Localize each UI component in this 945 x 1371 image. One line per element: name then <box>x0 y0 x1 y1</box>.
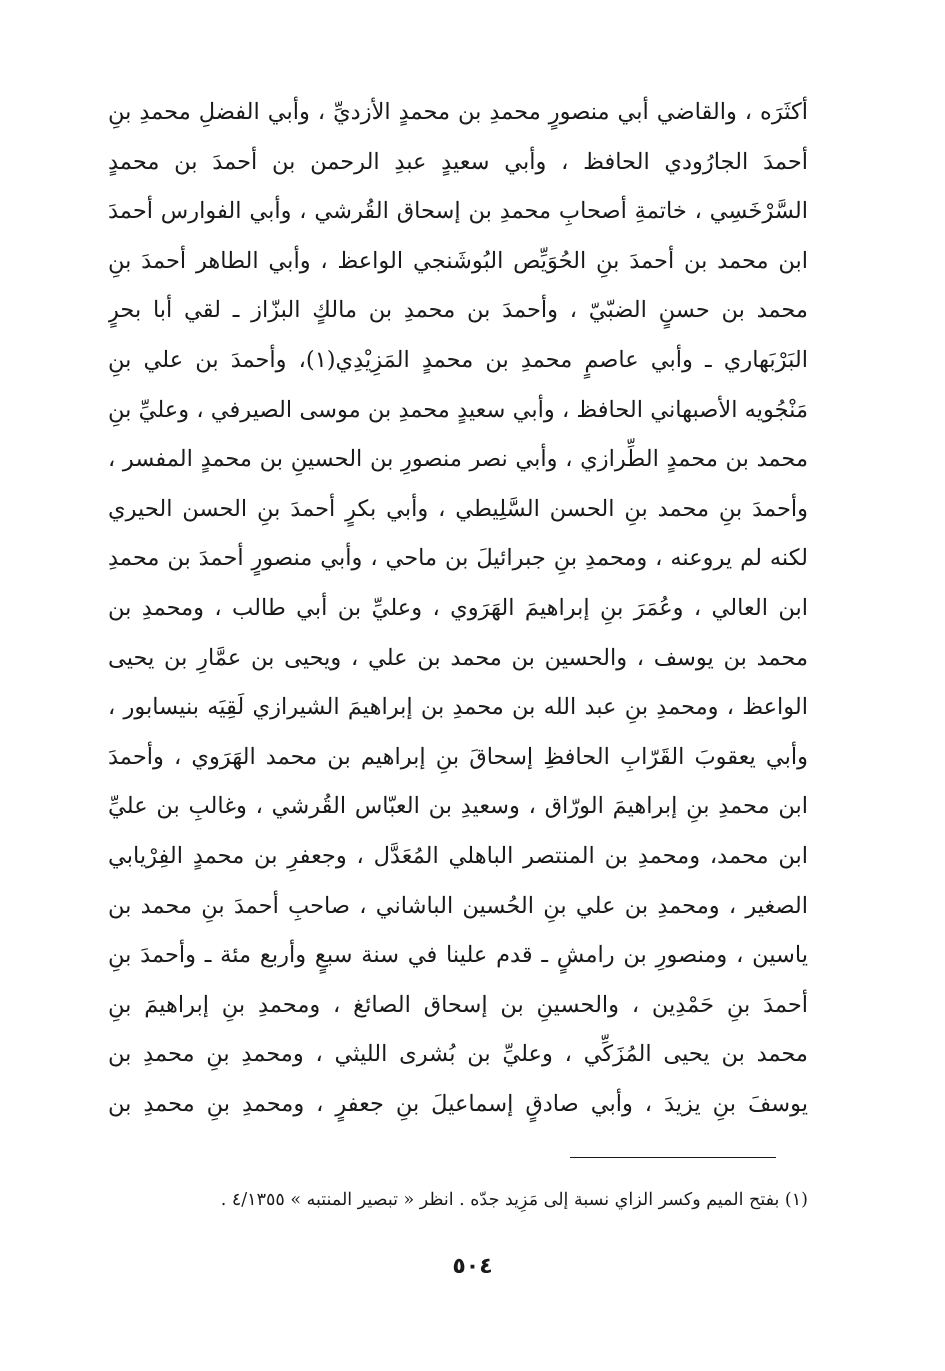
text-line: محمد بن يحيى المُزَكِّي ، وعليِّ بن بُشرى الليثي ، ومحمدِ بنِ محمدِ بن <box>108 1041 808 1068</box>
text-line: يوسفَ بنِ يزيدَ ، وأبي صادقٍ إسماعيلَ بنِ جعفرٍ ، ومحمدِ بنِ محمدِ بن <box>108 1090 808 1117</box>
text-line: محمد بن محمدٍ الطِّرازي ، وأبي نصر منصورِ بن الحسينِ بن محمدٍ المفسر ، <box>108 446 808 473</box>
text-line: أحمدَ الجارُودي الحافظ ، وأبي سعيدٍ عبدِ الرحمن بن أحمدَ بن محمدٍ <box>108 148 808 175</box>
text-line: ابن محمدِ بنِ إبراهيمَ الورّاق ، وسعيدِ بن العبّاس القُرشي ، وغالبِ بن عليِّ <box>108 793 808 820</box>
text-line: مَنْجُويه الأصبهاني الحافظ ، وأبي سعيدٍ محمدِ بن موسى الصيرفي ، وعليِّ بنِ <box>108 396 808 423</box>
footnote: (١) بفتح الميم وكسر الزاي نسبة إلى مَزِيد جدّه . انظر « تبصير المنتبه » ٤/١٣٥٥ . <box>220 1190 808 1210</box>
text-line: البَرْبَهاري ـ وأبي عاصمٍ محمدِ بن محمدٍ المَزِيْدِي(١)، وأحمدَ بن علي بنِ <box>108 346 808 373</box>
footnote-divider <box>570 1157 776 1158</box>
text-line: ياسين ، ومنصورِ بن رامشٍ ـ قدم علينا في سنة سبعٍ وأربع مئة ـ وأحمدَ بنِ <box>108 942 808 969</box>
text-line: محمد بن يوسف ، والحسين بن محمد بن علي ، ويحيى بن عمَّارِ بن يحيى <box>108 644 808 671</box>
text-line: ابن محمد بن أحمدَ بنِ الحُوَيِّص البُوشَنجي الواعظ ، وأبي الطاهر أحمدَ بنِ <box>108 247 808 274</box>
text-line: السَّرْخَسِي ، خاتمةِ أصحابِ محمدِ بن إسحاق القُرشي ، وأبي الفوارس أحمدَ <box>108 198 808 225</box>
text-line: أكثَرَه ، والقاضي أبي منصورٍ محمدِ بن محمدٍ الأزديِّ ، وأبي الفضلِ محمدِ بنِ <box>108 99 808 125</box>
text-line: الواعظ ، ومحمدِ بنِ عبد الله بن محمدِ بن إبراهيمَ الشيرازي لَقِيَه بنيسابور ، <box>108 694 808 721</box>
text-line: الصغير ، ومحمدِ بن علي بنِ الحُسين الباشاني ، صاحبِ أحمدَ بنِ محمد بن <box>108 892 808 919</box>
text-line: ابن العالي ، وعُمَرَ بنِ إبراهيمَ الهَرَوي ، وعليِّ بن أبي طالب ، ومحمدِ بن <box>108 594 808 621</box>
main-text-block <box>108 88 808 1129</box>
text-line: لكنه لم يروعنه ، ومحمدِ بنِ جبرائيلَ بن ماحي ، وأبي منصورٍ أحمدَ بن محمدِ <box>108 545 808 572</box>
text-line: وأحمدَ بنِ محمد بنِ الحسن السَّلِيطي ، وأبي بكرٍ أحمدَ بنِ الحسن الحيري <box>108 495 808 522</box>
text-line: وأبي يعقوبَ القَرّابِ الحافظِ إسحاقَ بنِ إبراهيم بن محمد الهَرَوي ، وأحمدَ <box>108 743 808 770</box>
text-line: أحمدَ بنِ حَمْدِين ، والحسينِ بن إسحاق الصائغ ، ومحمدِ بنِ إبراهيمَ بنِ <box>108 991 808 1018</box>
text-line: ابن محمد، ومحمدِ بن المنتصر الباهلي المُعَدَّل ، وجعفرِ بن محمدٍ الفِرْيابي <box>108 842 808 869</box>
text-line: محمد بن حسنٍ الضبّيّ ، وأحمدَ بن محمدِ بن مالكٍ البزّاز ـ لقي أبا بحرٍ <box>108 297 808 324</box>
page-number: ٥٠٤ <box>452 1254 493 1279</box>
